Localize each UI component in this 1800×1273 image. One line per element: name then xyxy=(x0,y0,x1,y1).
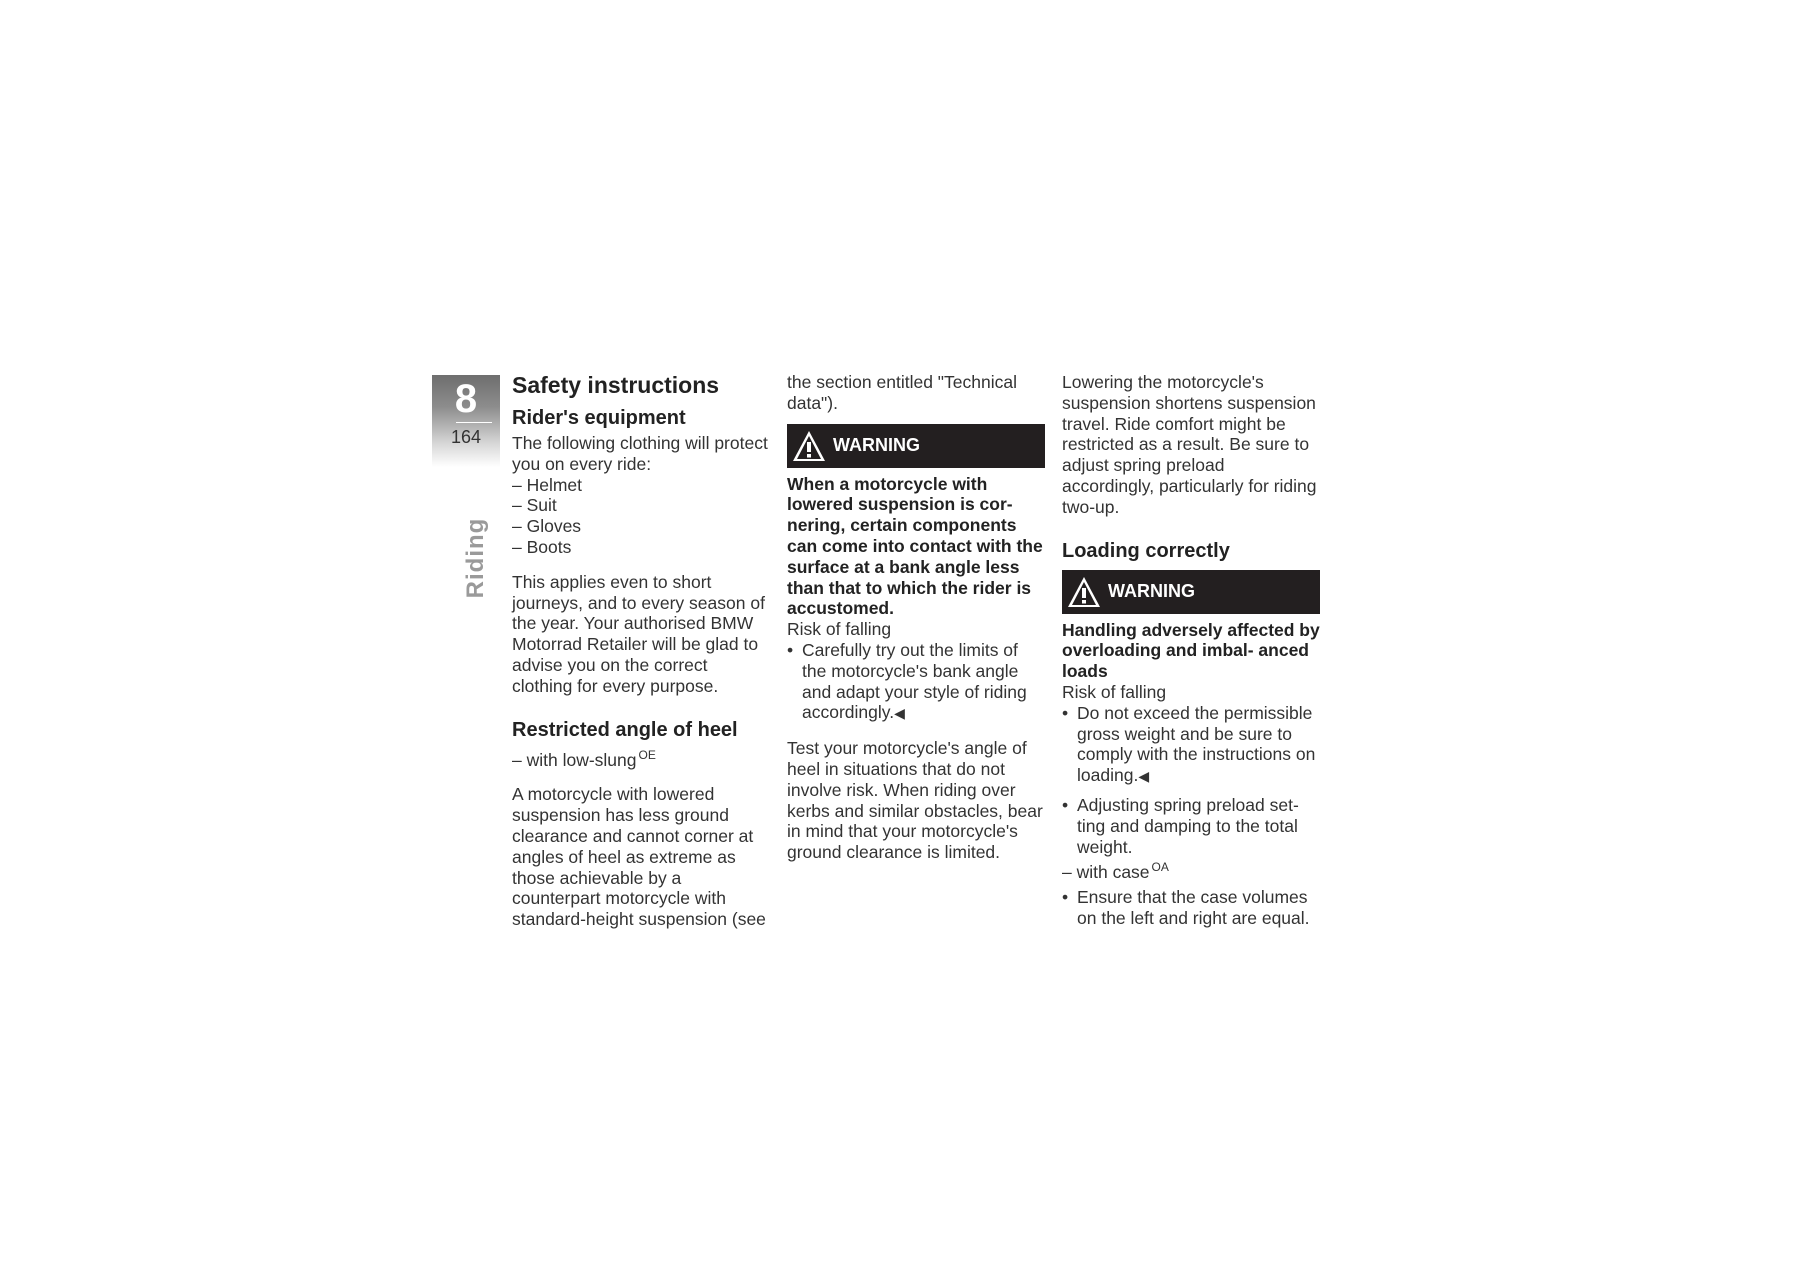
warning-triangle-icon xyxy=(791,429,827,463)
applies-paragraph: This applies even to short journeys, and to every season of the year. Your authorised BMW Motorrad Retailer will be glad to advise you on the correct clothing for every purpose. xyxy=(512,571,765,696)
riders-intro: The following clothing will protect you on every ride: xyxy=(512,433,768,474)
warning-label: WARNING xyxy=(833,435,920,456)
end-mark-icon: ◀ xyxy=(894,705,905,722)
list-item: • Do not exceed the permissible gross weight and be sure to comply with the instructions on loading.◀ xyxy=(1062,703,1320,787)
warning-title: When a motorcycle with lowered suspension is cor- nering, certain components can come into contact with the surface at a bank angle less than that to which the rider is accustomed. xyxy=(787,473,1043,619)
chapter-divider xyxy=(456,422,492,423)
risk-text: Risk of falling xyxy=(787,619,892,640)
loading-bullets xyxy=(1062,795,1320,857)
clothing-item: – Helmet xyxy=(512,474,583,495)
list-item: • Adjusting spring preload set- ting and damping to the total weight. xyxy=(1062,795,1320,857)
risk-text: Risk of falling xyxy=(1062,681,1167,702)
heel-option: – with low-slung $^{OE}$ xyxy=(512,747,656,770)
heel-body-paragraph: A motorcycle with lowered suspension has less ground clearance and cannot corner at angles of heel as extreme as those achievable by a counterpart motorcycle with standard-height suspension (see xyxy=(512,784,766,930)
lowering-paragraph: Lowering the motorcycle's suspension shortens suspension travel. Ride comfort might be restricted as a result. Be sure to adjust spring preload accordingly, particularly for riding two-up. xyxy=(1062,372,1317,517)
clothing-item: – Boots xyxy=(512,536,572,557)
option-code: OE xyxy=(638,747,656,762)
end-mark-icon: ◀ xyxy=(1138,768,1150,785)
page-title: Safety instructions xyxy=(512,372,720,398)
option-code: OA xyxy=(1151,860,1169,875)
section-label: Riding xyxy=(462,517,489,599)
warning-bullets xyxy=(787,640,1045,724)
test-paragraph: Test your motorcycle's angle of heel in situations that do not involve risk. When riding over kerbs and similar obstacles, bear in mind that your motorcycle's ground clearance is limited. xyxy=(787,738,1043,863)
chapter-number: 8 xyxy=(454,377,478,421)
warning-bullets xyxy=(1062,703,1320,787)
warning-banner xyxy=(1062,570,1320,614)
restricted-heel-heading: Restricted angle of heel xyxy=(512,718,738,741)
riders-equipment-heading: Rider's equipment xyxy=(512,407,686,429)
warning-label: WARNING xyxy=(1108,581,1195,602)
column-2 xyxy=(787,372,1045,863)
warning-title: Handling adversely affected by overloading and imbal- anced loads xyxy=(1062,619,1320,682)
warning-banner xyxy=(787,424,1045,468)
list-item: • Ensure that the case volumes on the left and right are equal. xyxy=(1062,887,1320,929)
continued-text: the section entitled "Technical data"). xyxy=(787,372,1017,413)
warning-triangle-icon xyxy=(1066,575,1102,609)
clothing-item: – Suit xyxy=(512,495,557,516)
case-bullets xyxy=(1062,887,1320,929)
list-item: • Carefully try out the limits of the motorcycle's bank angle and adapt your style of riding accordingly.◀ xyxy=(787,640,1045,724)
column-3 xyxy=(1062,372,1320,929)
loading-heading: Loading correctly xyxy=(1062,539,1230,562)
page-number: 164 xyxy=(450,427,482,447)
chapter-tab xyxy=(432,375,500,467)
clothing-item: – Gloves xyxy=(512,516,582,537)
column-1 xyxy=(512,372,770,930)
case-option: – with case $^{OA}$ xyxy=(1062,860,1169,883)
